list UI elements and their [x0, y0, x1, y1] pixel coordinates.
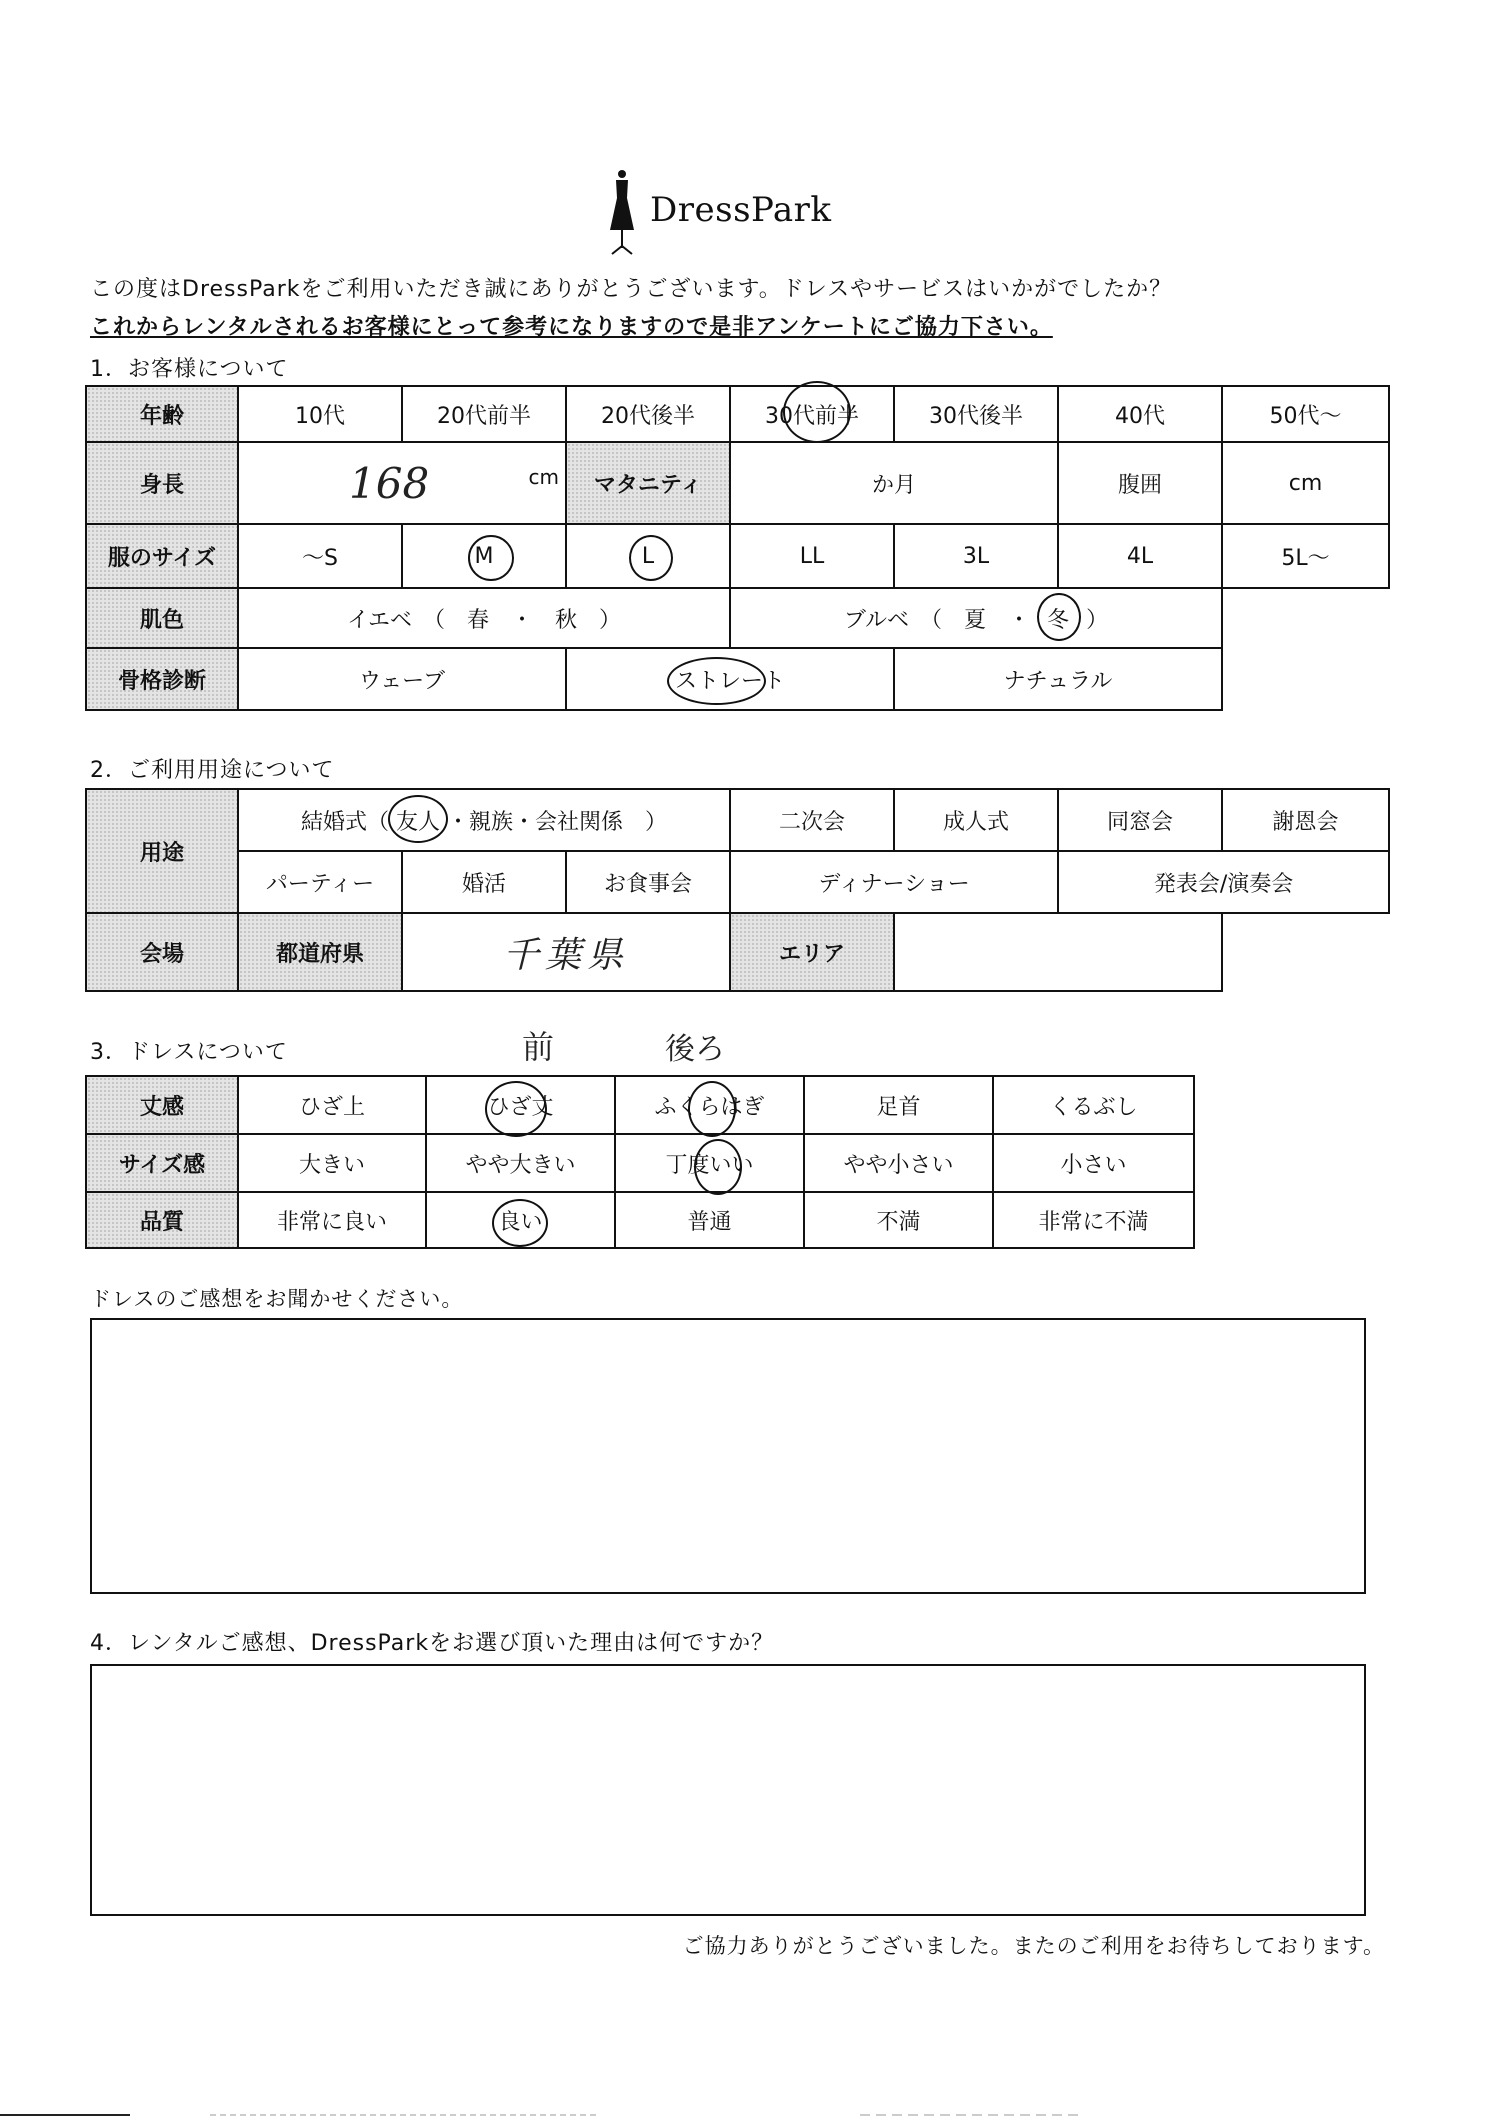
reason-textarea[interactable] [90, 1664, 1366, 1916]
skin-label: 肌色 [86, 588, 238, 648]
section1-title: 1．お客様について [90, 357, 289, 382]
age-option-label: 30代前半 [765, 403, 859, 429]
empty-cell [1222, 648, 1389, 710]
length-option-selected[interactable] [426, 1076, 615, 1134]
usage-option[interactable]: 二次会 [730, 789, 894, 851]
section2-title: 2．ご利用用途について [90, 758, 335, 783]
maternity-field[interactable] [730, 442, 1058, 524]
intro-request: これからレンタルされるお客様にとって参考になりますので是非アンケートにご協力下さい。 [90, 315, 1053, 340]
length-label: 丈感 [86, 1076, 238, 1134]
age-option[interactable]: 20代前半 [402, 386, 566, 442]
quality-option-selected[interactable] [426, 1192, 615, 1248]
usage-table [85, 788, 1390, 992]
usage-label: 用途 [86, 789, 238, 913]
skin-blue-selected [1047, 603, 1069, 634]
waist-label: 腹囲 [1058, 442, 1222, 524]
size-option-selected[interactable] [402, 524, 566, 588]
fit-label: サイズ感 [86, 1134, 238, 1192]
height-value: 168 [349, 458, 430, 508]
age-label: 年齢 [86, 386, 238, 442]
usage-row-1 [86, 789, 1389, 851]
frame-option-selected[interactable] [566, 648, 894, 710]
venue-row [86, 913, 1389, 991]
skin-row [86, 588, 1389, 648]
skin-blue-suffix: ） [1086, 607, 1109, 633]
age-option[interactable]: 10代 [238, 386, 402, 442]
prefecture-value: 千葉県 [503, 934, 630, 976]
length-option-label: ひざ丈 [487, 1094, 554, 1120]
usage-option[interactable]: 発表会/演奏会 [1058, 851, 1389, 913]
usage-option[interactable]: 成人式 [894, 789, 1058, 851]
frame-option[interactable]: ウェーブ [238, 648, 566, 710]
thank-you-text: ご協力ありがとうございました。またのご利用をお待ちしております。 [682, 1934, 1385, 1958]
quality-option-label: 良い [498, 1209, 543, 1235]
usage-option[interactable]: ディナーショー [730, 851, 1058, 913]
wedding-prefix: 結婚式（ [300, 809, 389, 835]
length-option-selected[interactable] [615, 1076, 804, 1134]
empty-cell [1222, 913, 1389, 991]
logo-text: DressPark [650, 190, 832, 230]
skin-blue-prefix: ブルベ （ 夏 ・ [843, 607, 1031, 633]
height-row [86, 442, 1389, 524]
usage-option[interactable]: 謝恩会 [1222, 789, 1389, 851]
age-row [86, 386, 1389, 442]
length-row [86, 1076, 1194, 1134]
fit-option[interactable]: やや大きい [426, 1134, 615, 1192]
wedding-selected-label: 友人 [396, 809, 441, 835]
quality-option[interactable]: 非常に良い [238, 1192, 426, 1248]
size-label: 服のサイズ [86, 524, 238, 588]
frame-option[interactable]: ナチュラル [894, 648, 1222, 710]
fit-option[interactable]: 大きい [238, 1134, 426, 1192]
wedding-selected [396, 805, 440, 836]
prefecture-label: 都道府県 [238, 913, 402, 991]
impression-textarea[interactable] [90, 1318, 1366, 1594]
months-unit: か月 [871, 472, 916, 498]
height-label: 身長 [86, 442, 238, 524]
wedding-suffix: ・親族・会社関係 ） [447, 809, 668, 835]
length-option[interactable]: ひざ上 [238, 1076, 426, 1134]
size-option-label: M [474, 543, 494, 569]
height-field[interactable] [238, 442, 566, 524]
fit-option[interactable]: やや小さい [804, 1134, 993, 1192]
wedding-option[interactable] [238, 789, 730, 851]
fit-option[interactable]: 小さい [993, 1134, 1194, 1192]
quality-row [86, 1192, 1194, 1248]
area-field[interactable] [894, 913, 1222, 991]
length-option[interactable]: 足首 [804, 1076, 993, 1134]
usage-option[interactable]: お食事会 [566, 851, 730, 913]
venue-label: 会場 [86, 913, 238, 991]
age-option[interactable]: 50代～ [1222, 386, 1389, 442]
area-label: エリア [730, 913, 894, 991]
dresspark-logo [600, 168, 900, 258]
size-option-label: L [641, 543, 655, 569]
quality-option[interactable]: 非常に不満 [993, 1192, 1194, 1248]
usage-option[interactable]: 同窓会 [1058, 789, 1222, 851]
section4-title: 4．レンタルご感想、DressParkをお選び頂いた理由は何ですか？ [90, 1631, 775, 1656]
size-option[interactable]: 4L [1058, 524, 1222, 588]
prefecture-field[interactable] [402, 913, 730, 991]
size-option[interactable]: ～S [238, 524, 402, 588]
length-option-label: ふくらはぎ [654, 1094, 765, 1120]
impression-prompt: ドレスのご感想をお聞かせください。 [90, 1287, 464, 1311]
quality-option[interactable]: 普通 [615, 1192, 804, 1248]
quality-option[interactable]: 不満 [804, 1192, 993, 1248]
height-unit: cm [528, 465, 559, 489]
age-option[interactable]: 20代後半 [566, 386, 730, 442]
quality-label: 品質 [86, 1192, 238, 1248]
age-option-selected[interactable] [730, 386, 894, 442]
usage-option[interactable]: パーティー [238, 851, 402, 913]
size-option-selected[interactable] [566, 524, 730, 588]
customer-table [85, 385, 1390, 711]
frame-row [86, 648, 1389, 710]
dress-icon [600, 168, 644, 258]
usage-option[interactable]: 婚活 [402, 851, 566, 913]
length-option[interactable]: くるぶし [993, 1076, 1194, 1134]
skin-blue-selected-label: 冬 [1047, 607, 1070, 633]
age-option[interactable]: 30代後半 [894, 386, 1058, 442]
fit-row [86, 1134, 1194, 1192]
frame-option-label: ストレート [674, 668, 785, 694]
intro-text: この度はDressParkをご利用いただき誠にありがとうございます。ドレスやサービスはいかがでしたか？ [90, 277, 1173, 302]
size-option[interactable]: LL [730, 524, 894, 588]
skin-yellow[interactable]: イエベ （ 春 ・ 秋 ） [238, 588, 730, 648]
scan-edge-marks [0, 2110, 1100, 2120]
size-option[interactable]: 5L～ [1222, 524, 1389, 588]
usage-row-2 [86, 851, 1389, 913]
fit-option-selected[interactable] [615, 1134, 804, 1192]
size-row [86, 524, 1389, 588]
waist-unit: cm [1288, 470, 1323, 496]
section3-title: 3．ドレスについて [90, 1040, 288, 1065]
skin-blue[interactable] [730, 588, 1222, 648]
handwritten-note-back: 後ろ [665, 1032, 725, 1067]
handwritten-note-front: 前 [522, 1028, 555, 1066]
age-option[interactable]: 40代 [1058, 386, 1222, 442]
dress-table [85, 1075, 1195, 1249]
frame-label: 骨格診断 [86, 648, 238, 710]
maternity-label: マタニティ [566, 442, 730, 524]
waist-field[interactable] [1222, 442, 1389, 524]
fit-option-label: 丁度いい [665, 1152, 754, 1178]
size-option[interactable]: 3L [894, 524, 1058, 588]
empty-cell [1222, 588, 1389, 648]
